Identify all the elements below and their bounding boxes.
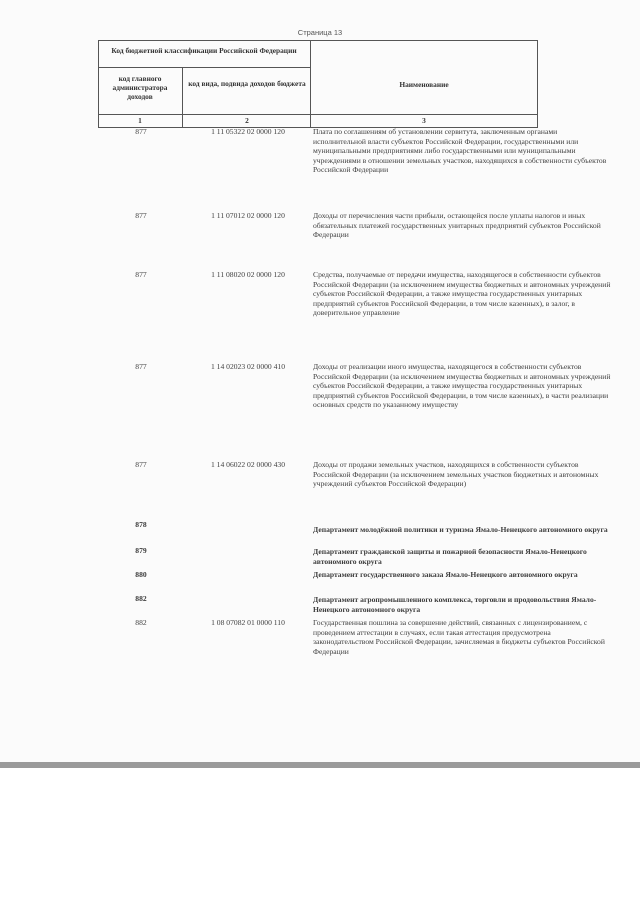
header-number-3: 3: [422, 116, 426, 125]
header-number-1: 1: [138, 116, 142, 125]
row-name: Плата по соглашениям об установлении сервитута, заключенным органами исполнительной власти субъектов Российской Федерации, государственными или муниципальными предприятиями либо государственными или муниципальными учреждениями в отношении земельных участков, находящихся в собственности субъектов Российской Федерации: [313, 127, 607, 175]
row-revenue-code: 1 08 07082 01 0000 110: [211, 618, 285, 627]
row-revenue-code: 1 14 06022 02 0000 430: [210, 460, 286, 469]
header-name: Наименование: [399, 80, 449, 89]
row-admin-code: 877: [135, 460, 147, 469]
row-admin-code: 877: [135, 362, 147, 371]
header-group: Код бюджетной классификации Российской Федерации: [111, 46, 297, 55]
department-code: 879: [135, 546, 147, 555]
row-admin-code: 877: [135, 127, 147, 136]
row-revenue-code: 1 14 02023 02 0000 410: [210, 362, 286, 371]
row-revenue-code: 1 11 08020 02 0000 120: [211, 270, 285, 279]
department-code: 882: [135, 594, 147, 603]
number-row-top: [98, 114, 538, 115]
row-admin-code: 882: [135, 618, 147, 627]
department-name: Департамент агропромышленного комплекса, торговли и продовольствия Ямало-Ненецкого автономного округа: [313, 595, 597, 614]
department-code: 880: [135, 570, 147, 579]
row-admin-code: 877: [135, 211, 147, 220]
department-code: 878: [135, 520, 147, 529]
row-name: Государственная пошлина за совершение действий, связанных с лицензированием, с проведением аттестации в случаях, если такая аттестация предусмотрена законодательством Российской Федерации, зачисляемая в бюджеты субъектов Российской Федерации: [313, 618, 605, 656]
table-top-border: [98, 40, 538, 41]
header-number-2: 2: [245, 116, 249, 125]
department-name: Департамент молодёжной политики и туризма Ямало-Ненецкого автономного округа: [313, 525, 608, 534]
row-name: Средства, получаемые от передачи имущества, находящегося в собственности субъектов Российской Федерации (за исключением имущества бюджетных и автономных учреждений субъектов Российской Федерации, а также имущества государственных унитарных предприятий субъектов Российской Федерации, в том числе казенных), в залог, в доверительное управление: [313, 270, 611, 318]
row-revenue-code: 1 11 07012 02 0000 120: [211, 211, 285, 220]
group-divider: [98, 67, 310, 68]
row-revenue-code: 1 11 05322 02 0000 120: [211, 127, 285, 136]
row-name: Доходы от перечисления части прибыли, остающейся после уплаты налогов и иных обязательных платежей государственных унитарных предприятий субъектов Российской Федерации: [313, 211, 601, 240]
department-name: Департамент гражданской защиты и пожарной безопасности Ямало-Ненецкого автономного округа: [313, 547, 587, 566]
row-name: Доходы от продажи земельных участков, находящихся в собственности субъектов Российской Федерации (за исключением земельных участков бюджетных и автономных учреждений субъектов Российской Федерации): [313, 460, 599, 489]
row-name: Доходы от реализации иного имущества, находящегося в собственности субъектов Российской Федерации (за исключением имущества бюджетных и автономных учреждений субъектов Российской Федерации, а также имущества государственных унитарных предприятий субъектов Российской Федерации, в том числе казенных), в части реализации основных средств по указанному имуществу: [313, 362, 611, 410]
row-admin-code: 877: [135, 270, 147, 279]
header-admin-code: код главного администратора доходов: [112, 74, 168, 101]
header-revenue-code: код вида, подвида доходов бюджета: [188, 79, 306, 88]
scan-edge: [0, 762, 640, 768]
page-number: Страница 13: [297, 28, 343, 37]
department-name: Департамент государственного заказа Ямало-Ненецкого автономного округа: [313, 570, 578, 579]
column-divider-2: [182, 67, 183, 128]
